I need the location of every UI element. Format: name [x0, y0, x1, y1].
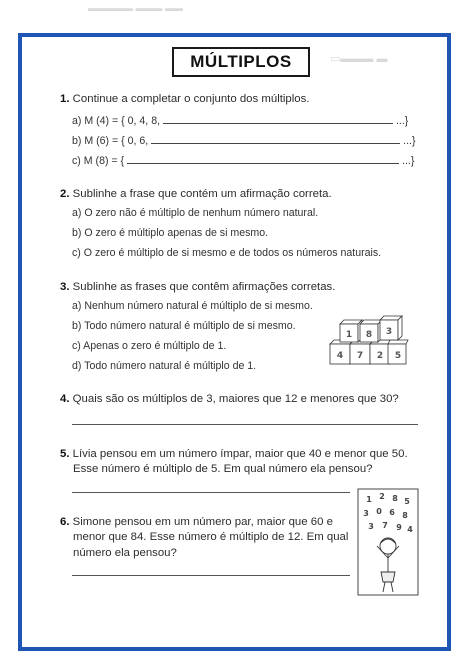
question-6-line-2: menor que 84. Esse número é múltiplo de 12. Em qual	[73, 531, 349, 544]
q1-item-c	[72, 155, 414, 167]
question-5	[60, 447, 408, 478]
q3-item-b[interactable]: b) Todo número natural é múltiplo de si mesmo.	[72, 320, 296, 332]
q3-item-d[interactable]: d) Todo número natural é múltiplo de 1.	[72, 360, 257, 372]
q4-answer-line[interactable]	[72, 424, 418, 425]
question-3-number: 3.	[60, 281, 70, 293]
question-2	[60, 187, 332, 202]
child-digit: 7	[382, 521, 388, 530]
child-digit: 3	[368, 522, 374, 531]
block-digit: 8	[365, 330, 373, 340]
q6-answer-line[interactable]	[72, 575, 350, 576]
q1-item-c-end: ...}	[402, 155, 415, 167]
page-title: MÚLTIPLOS	[172, 47, 310, 77]
block-digit: 2	[376, 351, 384, 361]
block-digit: 1	[345, 330, 353, 340]
q1-item-b-blank[interactable]	[151, 135, 400, 144]
child-digit: 4	[407, 525, 413, 534]
question-6-number: 6.	[60, 516, 70, 528]
q2-item-a[interactable]: a) O zero não é múltiplo de nenhum número natural.	[72, 207, 319, 219]
question-3-text: Sublinhe as frases que contêm afirmações corretas.	[72, 281, 336, 293]
q1-item-a-blank[interactable]	[163, 115, 393, 124]
question-1	[60, 92, 309, 107]
faded-header-text: ▬▬▬▬▬ ▬▬▬ ▬▬	[88, 3, 184, 13]
q5-answer-line[interactable]	[72, 492, 350, 493]
child-digit: 9	[396, 523, 402, 532]
question-6	[60, 515, 348, 561]
q1-item-a	[72, 115, 408, 127]
q2-item-b[interactable]: b) O zero é múltiplo apenas de si mesmo.	[72, 227, 269, 239]
child-digit: 5	[404, 497, 410, 506]
q1-item-a-label: a) M (4) = { 0, 4, 8,	[72, 115, 161, 127]
question-5-number: 5.	[60, 448, 70, 460]
number-blocks-icon	[328, 310, 410, 373]
question-6-line-3: número ela pensou?	[73, 546, 177, 559]
faded-mirror-text: ▭▬▬▬ ▬	[330, 53, 388, 65]
q1-item-b-label: b) M (6) = { 0, 6,	[72, 135, 149, 147]
q1-item-c-label: c) M (8) = {	[72, 155, 125, 167]
question-2-number: 2.	[60, 188, 70, 200]
child-with-numbers-icon	[357, 488, 419, 601]
question-5-line-2: Esse número é múltiplo de 5. Em qual número ela pensou?	[73, 463, 373, 476]
child-digit: 0	[376, 507, 382, 516]
q3-item-c[interactable]: c) Apenas o zero é múltiplo de 1.	[72, 340, 227, 352]
q1-item-b	[72, 135, 416, 147]
question-6-line-1: Simone pensou em um número par, maior que 60 e	[72, 516, 333, 528]
q1-item-a-end: ...}	[395, 115, 409, 127]
question-1-number: 1.	[60, 93, 70, 105]
block-digit: 3	[385, 327, 393, 337]
q1-item-c-blank[interactable]	[127, 155, 399, 164]
question-4-number: 4.	[60, 393, 70, 405]
child-digit: 8	[402, 511, 408, 520]
child-digit: 8	[392, 494, 398, 503]
question-3	[60, 280, 335, 295]
question-1-text: Continue a completar o conjunto dos múltiplos.	[72, 93, 310, 105]
block-digit: 5	[394, 351, 402, 361]
question-4	[60, 392, 399, 407]
question-5-line-1: Lívia pensou em um número ímpar, maior que 40 e menor que 50.	[72, 448, 408, 460]
question-2-text: Sublinhe a frase que contém um afirmação correta.	[72, 188, 332, 200]
block-digit: 7	[356, 351, 364, 361]
q3-item-a[interactable]: a) Nenhum número natural é múltiplo de si mesmo.	[72, 300, 313, 312]
child-digit: 3	[363, 509, 369, 518]
question-4-text: Quais são os múltiplos de 3, maiores que 12 e menores que 30?	[72, 393, 399, 405]
block-digit: 4	[336, 351, 344, 361]
child-digit: 2	[379, 492, 385, 501]
child-digit: 6	[389, 508, 395, 517]
q1-item-b-end: ...}	[403, 135, 416, 147]
child-digit: 1	[366, 495, 372, 504]
q2-item-c[interactable]: c) O zero é múltiplo de si mesmo e de todos os números naturais.	[72, 247, 382, 259]
